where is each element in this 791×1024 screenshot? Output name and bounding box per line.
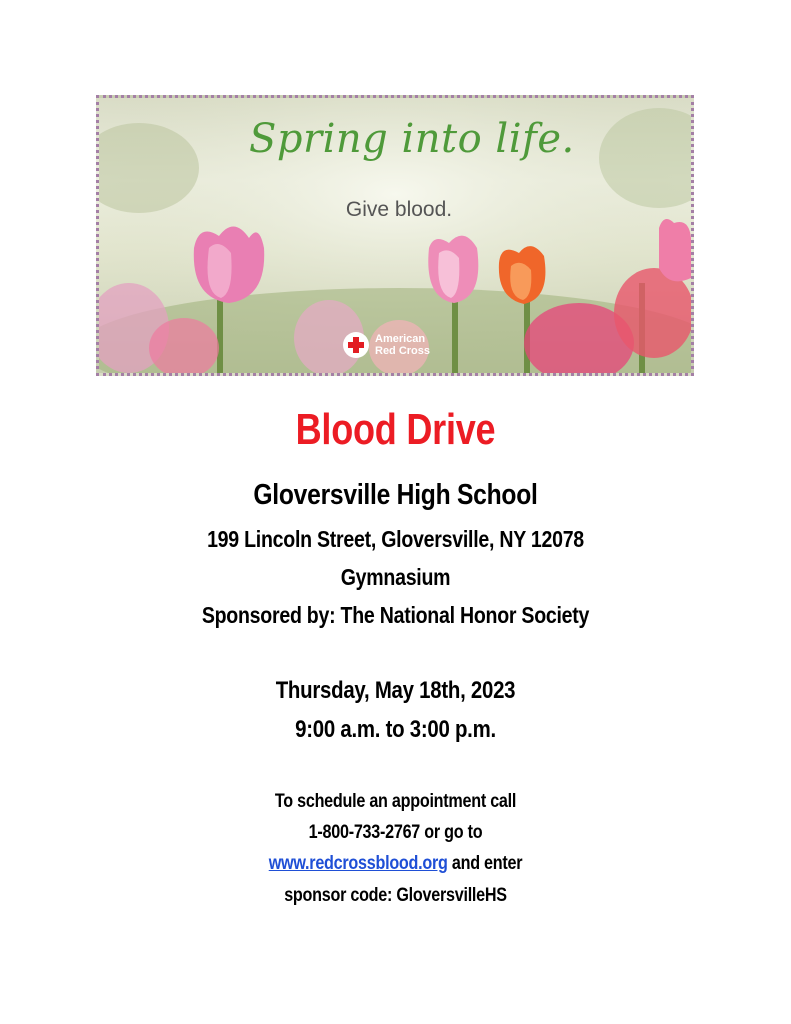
sponsor-line: Sponsored by: The National Honor Society (201, 602, 590, 628)
event-time: 9:00 a.m. to 3:00 p.m. (295, 716, 496, 743)
flyer-title: Blood Drive (295, 405, 496, 454)
banner-tagline: Spring into life. (249, 116, 575, 162)
red-cross-logo-text: American Red Cross (375, 333, 431, 357)
venue: Gymnasium (340, 564, 451, 590)
red-cross-logo (343, 332, 430, 358)
sponsor-code-line: sponsor code: GloversvilleHS (284, 885, 507, 906)
banner-subtagline: Give blood. (345, 198, 453, 221)
schedule-line-3-rest: and enter (447, 853, 523, 874)
schedule-line-1: To schedule an appointment call (274, 791, 517, 812)
school-address: 199 Lincoln Street, Gloversville, NY 12078 (207, 526, 584, 552)
redcrossblood-link[interactable]: www.redcrossblood.org (268, 853, 448, 874)
school-name: Gloversville High School (253, 479, 538, 511)
schedule-line-phone: 1-800-733-2767 or go to (308, 822, 483, 843)
red-cross-icon (343, 332, 369, 358)
event-date: Thursday, May 18th, 2023 (275, 677, 516, 704)
spring-banner-image (96, 95, 694, 376)
schedule-line-website (59, 853, 731, 875)
